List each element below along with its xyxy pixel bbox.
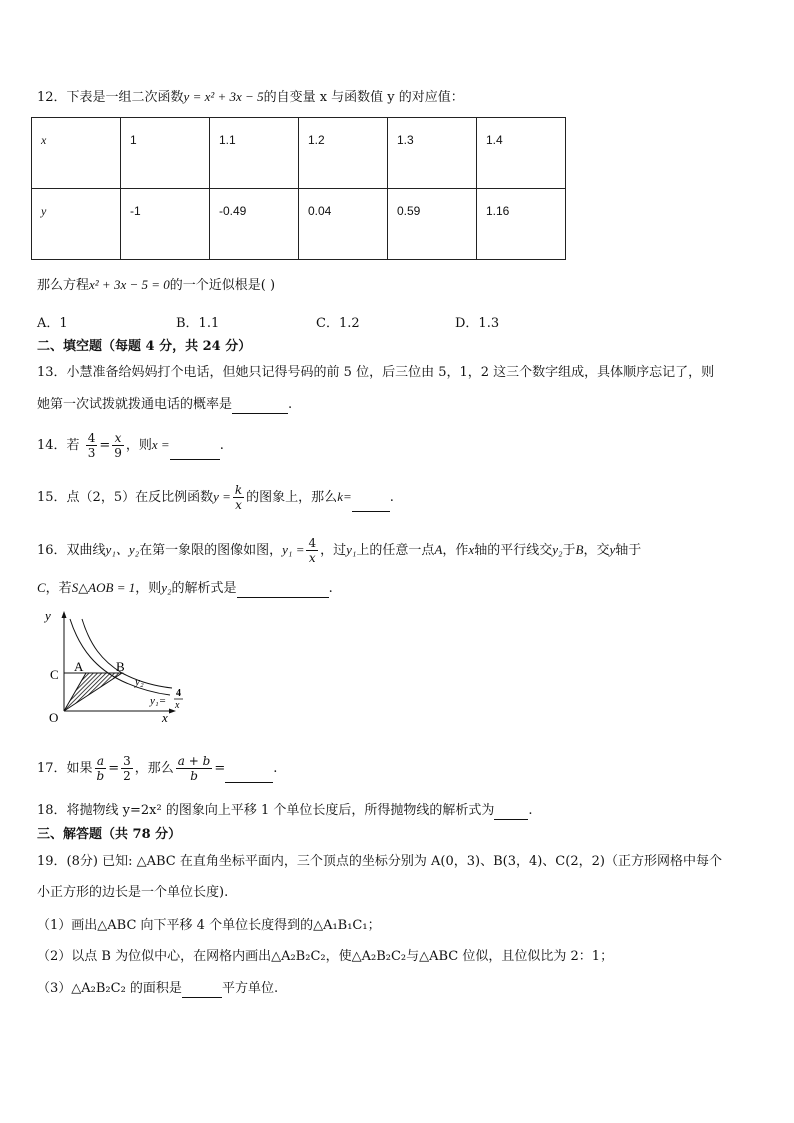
q13-end: . bbox=[288, 397, 293, 412]
table-cell: x bbox=[32, 118, 121, 189]
table-cell: 1.3 bbox=[388, 118, 477, 189]
q16-area: S△AOB = 1 bbox=[71, 580, 136, 595]
q16-text: 于 bbox=[562, 543, 576, 558]
q16-text: ，作 bbox=[442, 543, 469, 558]
table-cell: 0.59 bbox=[388, 189, 477, 260]
table-cell: -0.49 bbox=[210, 189, 299, 260]
label-y: y bbox=[45, 608, 51, 623]
q18 bbox=[37, 802, 533, 820]
q17-mid: ，那么 bbox=[134, 761, 174, 776]
label-c: C bbox=[50, 667, 59, 682]
q16-x: x bbox=[468, 542, 475, 557]
y-axis-arrow-icon bbox=[62, 611, 67, 618]
option-c[interactable]: C．1.2 bbox=[316, 316, 360, 331]
q19-sub3 bbox=[37, 980, 278, 998]
q13-line1: 13．小慧准备给妈妈打个电话，但她只记得号码的前 5 位，后三位由 5，1，2 这三个数字组成，具体顺序忘记了，则 bbox=[37, 365, 715, 380]
q17-fraction-2: $\frac{3}{2}$ bbox=[123, 754, 131, 783]
q17-fraction-1: $\frac{a}{b}$ bbox=[96, 754, 105, 783]
q16-y1: y₁ = bbox=[282, 542, 305, 557]
table-cell: 1.2 bbox=[299, 118, 388, 189]
q15 bbox=[37, 483, 394, 512]
q17-eq: = bbox=[108, 761, 120, 776]
label-y1-den: x bbox=[175, 700, 180, 711]
q16-line2 bbox=[37, 579, 333, 598]
q16-text: ，过 bbox=[320, 543, 347, 558]
q16-prefix: 16．双曲线 bbox=[37, 543, 106, 558]
q16-hyperbola-figure bbox=[42, 605, 192, 725]
q16-text: 在第一象限的图像如图， bbox=[139, 543, 283, 558]
q12-function: y = x² + 3x − 5 bbox=[183, 89, 264, 104]
table-row-x bbox=[32, 118, 566, 189]
option-d[interactable]: D．1.3 bbox=[455, 316, 500, 331]
q16-text: 轴于 bbox=[615, 543, 642, 558]
q16-end: . bbox=[328, 581, 333, 596]
q12-stem-prefix: 12．下表是一组二次函数 bbox=[37, 90, 184, 105]
table-cell: -1 bbox=[121, 189, 210, 260]
q12-stem-suffix: 的自变量 x 与函数值 y 的对应值： bbox=[263, 90, 464, 105]
q15-fraction: $\frac{k}{x}$ bbox=[234, 483, 243, 512]
q16-point-b: B bbox=[575, 542, 584, 557]
q19-line2: 小正方形的边长是一个单位长度). bbox=[37, 885, 229, 900]
q17-prefix: 17．如果 bbox=[37, 761, 93, 776]
q12-stem bbox=[37, 88, 464, 107]
q16-curves: y₁、y₂ bbox=[105, 542, 140, 557]
q16-line1 bbox=[37, 536, 641, 565]
table-cell: y bbox=[32, 189, 121, 260]
q15-prefix: 15．点（2，5）在反比例函数 bbox=[37, 490, 214, 505]
q16-y: y bbox=[609, 542, 616, 557]
section-2-title: 二、填空题（每题 4 分，共 24 分） bbox=[37, 339, 252, 354]
label-a: A bbox=[74, 659, 84, 674]
triangle-aob bbox=[64, 673, 122, 711]
answer-blank[interactable] bbox=[170, 445, 220, 460]
q19-sub3-prefix: （3）△A₂B₂C₂ 的面积是 bbox=[37, 981, 182, 996]
q16-point-c: C bbox=[37, 580, 46, 595]
label-o: O bbox=[49, 710, 59, 725]
q16-point-a: A bbox=[434, 542, 443, 557]
q12-question bbox=[37, 276, 275, 295]
q17-end: . bbox=[273, 761, 278, 776]
table-cell: 1.16 bbox=[477, 189, 566, 260]
answer-blank[interactable] bbox=[494, 805, 528, 820]
q14-end: . bbox=[219, 438, 224, 453]
q14-eq: = bbox=[99, 438, 111, 453]
q13-line2-text: 她第一次试拨就拨通电话的概率是 bbox=[37, 397, 233, 412]
q15-mid: 的图象上，那么 bbox=[246, 490, 338, 505]
q14-fraction-1: $\frac{4}{3}$ bbox=[87, 431, 96, 460]
option-a[interactable]: A．1 bbox=[37, 316, 68, 331]
q17-eq2: = bbox=[214, 761, 226, 776]
q16-text: 上的任意一点 bbox=[356, 543, 435, 558]
q16-text: ，则 bbox=[135, 581, 162, 596]
q15-var: k= bbox=[337, 489, 352, 504]
q16-y2: y₂ bbox=[552, 542, 563, 557]
q17-fraction-3: $\frac{a + b}{b}$ bbox=[177, 754, 211, 783]
table-cell: 1.1 bbox=[210, 118, 299, 189]
q19-sub3-suffix: 平方单位. bbox=[221, 981, 279, 996]
q17 bbox=[37, 754, 277, 783]
q16-y1b: y₁ bbox=[346, 542, 357, 557]
q12-options bbox=[37, 312, 597, 330]
answer-blank[interactable] bbox=[182, 983, 222, 998]
q18-text: 18．将抛物线 y=2x² 的图象向上平移 1 个单位长度后，所得抛物线的解析式为 bbox=[37, 803, 495, 818]
table-row-y bbox=[32, 189, 566, 260]
q12-question-prefix: 那么方程 bbox=[37, 278, 90, 293]
q16-text: 轴的平行线交 bbox=[474, 543, 553, 558]
q19-line1: 19．(8分) 已知: △ABC 在直角坐标平面内，三个顶点的坐标分别为 A(0，3)、B(3，4)、C(2，2)（正方形网格中每个 bbox=[37, 854, 722, 869]
q14-prefix: 14．若 bbox=[37, 438, 80, 453]
label-b: B bbox=[116, 659, 125, 674]
q15-func: y = bbox=[213, 489, 231, 504]
label-y1-num: 4 bbox=[176, 688, 181, 699]
answer-blank[interactable] bbox=[232, 399, 288, 414]
q19-sub1: （1）画出△ABC 向下平移 4 个单位长度得到的△A₁B₁C₁； bbox=[37, 918, 381, 933]
q15-end: . bbox=[389, 490, 394, 505]
q13-line2 bbox=[37, 396, 292, 414]
q18-end: . bbox=[528, 803, 533, 818]
option-b[interactable]: B．1.1 bbox=[176, 316, 220, 331]
q14-fraction-2: $\frac{x}{9}$ bbox=[114, 431, 122, 460]
table-cell: 0.04 bbox=[299, 189, 388, 260]
q16-text: ，若 bbox=[45, 581, 72, 596]
answer-blank[interactable] bbox=[237, 583, 329, 598]
section-3-title: 三、解答题（共 78 分） bbox=[37, 827, 182, 842]
q16-text: 的解析式是 bbox=[171, 581, 237, 596]
q19-sub2: （2）以点 B 为位似中心，在网格内画出△A₂B₂C₂，使△A₂B₂C₂与△ABC 位似，且位似比为 2：1； bbox=[37, 949, 614, 964]
q16-fraction: $\frac{4}{x}$ bbox=[308, 536, 317, 565]
label-y2: y₂ bbox=[135, 676, 144, 688]
q14-mid: ，则 bbox=[125, 438, 152, 453]
answer-blank[interactable] bbox=[352, 497, 390, 512]
q14 bbox=[37, 431, 224, 460]
table-cell: 1.4 bbox=[477, 118, 566, 189]
label-y1: y₁= bbox=[150, 695, 167, 707]
q12-equation: x² + 3x − 5 = 0 bbox=[89, 277, 170, 292]
q12-value-table bbox=[31, 117, 566, 260]
q14-var: x = bbox=[151, 437, 170, 452]
q12-question-suffix: 的一个近似根是( ) bbox=[169, 278, 276, 293]
label-x: x bbox=[162, 710, 168, 725]
q16-text: ，交 bbox=[583, 543, 610, 558]
q16-y2b: y₂ bbox=[161, 580, 172, 595]
answer-blank[interactable] bbox=[225, 768, 273, 783]
table-cell: 1 bbox=[121, 118, 210, 189]
